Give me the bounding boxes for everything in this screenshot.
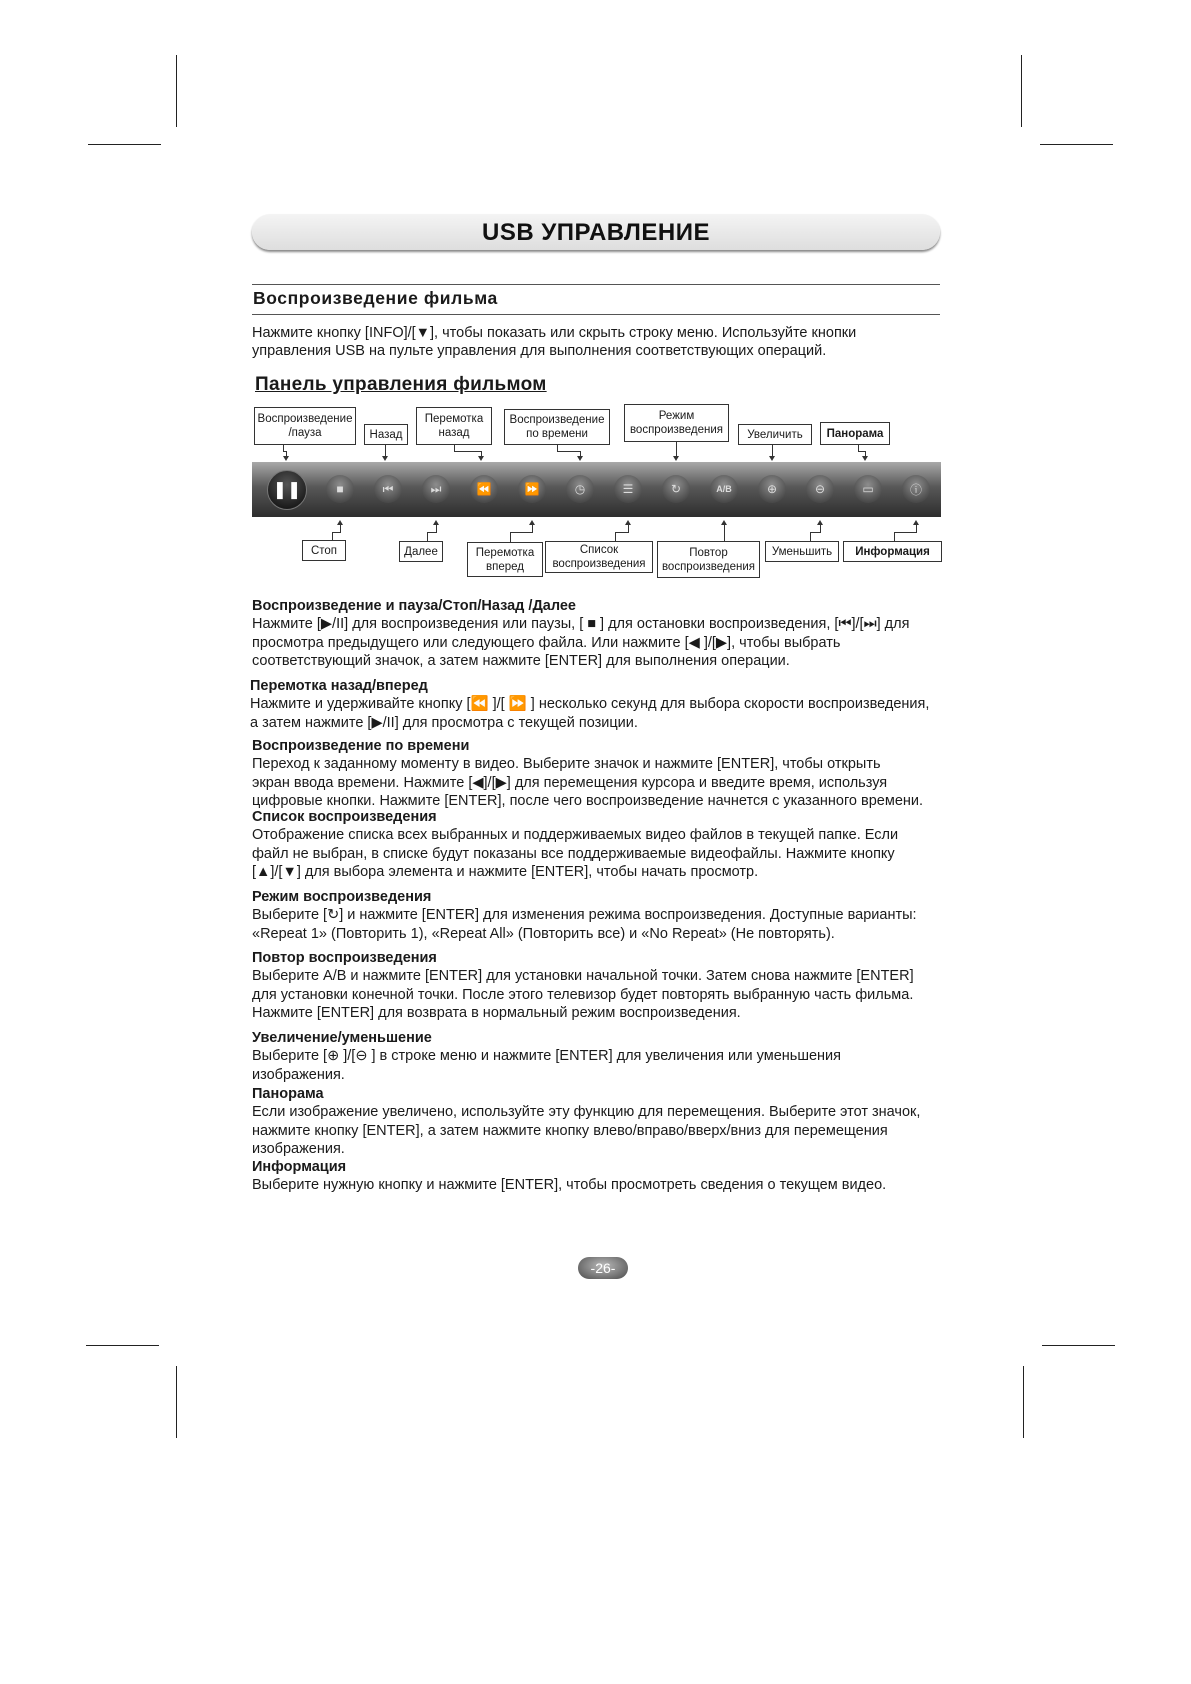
section-line: соответствующий значок, а затем нажмите [ENTER] для выполнения операции.	[252, 652, 790, 669]
section-line: Отображение списка всех выбранных и поддерживаемых видео файлов в текущей папке. Если	[252, 827, 899, 844]
section-heading: Режим воспроизведения	[252, 889, 432, 905]
connector	[628, 524, 629, 532]
pan-icon[interactable]: ▭	[854, 475, 882, 503]
section-heading: Увеличение/уменьшение	[252, 1030, 432, 1046]
section-heading: Воспроизведение по времени	[252, 738, 470, 754]
section-line: Выберите A/B и нажмите [ENTER] для установки начальной точки. Затем снова нажмите [ENTER]	[252, 968, 914, 985]
connector	[332, 532, 333, 540]
crop-mark	[1040, 144, 1113, 145]
arrow	[862, 456, 868, 461]
connector	[510, 532, 511, 542]
panel-title: Панель управления фильмом	[255, 374, 547, 395]
connector	[510, 532, 533, 533]
arrow	[478, 456, 484, 461]
clock-icon[interactable]: ◷	[566, 475, 594, 503]
label-zoom-in: Увеличить	[738, 424, 812, 445]
connector	[894, 532, 917, 533]
arrow	[577, 456, 583, 461]
connector	[557, 451, 580, 452]
connector	[454, 451, 481, 452]
rewind-icon[interactable]: ⏪	[470, 475, 498, 503]
crop-mark	[1023, 1366, 1024, 1438]
label-play-mode: Режим воспроизведения	[624, 404, 729, 442]
section-play-mode	[252, 888, 962, 943]
connector	[858, 451, 865, 452]
section-line: нажмите кнопку [ENTER], а затем нажмите кнопку влево/вправо/вверх/вниз для перемещения	[252, 1122, 888, 1139]
section-line: для установки конечной точки. После этого телевизор будет повторять выбранную часть фильма.	[252, 986, 914, 1003]
page-title: USB УПРАВЛЕНИЕ	[482, 219, 710, 246]
section-info	[252, 1158, 962, 1195]
label-time-play: Воспроизведение по времени	[504, 409, 610, 445]
section-line: Выберите [↻] и нажмите [ENTER] для изменения режима воспроизведения. Доступные варианты:	[252, 907, 917, 924]
section-line: Переход к заданному моменту в видео. Выберите значок и нажмите [ENTER], чтобы открыть	[252, 756, 881, 773]
section-line: Нажмите [ENTER] для возврата в нормальный режим воспроизведения.	[252, 1004, 741, 1021]
connector	[810, 532, 821, 533]
intro-text	[252, 324, 952, 360]
arrow	[673, 456, 679, 461]
section-zoom	[252, 1029, 962, 1084]
page-number: -26-	[578, 1257, 628, 1279]
connector	[916, 524, 917, 532]
list-icon[interactable]: ☰	[614, 475, 642, 503]
label-rewind: Перемотка назад	[416, 407, 492, 445]
section-line: Выберите нужную кнопку и нажмите [ENTER], чтобы просмотреть сведения о текущем видео.	[252, 1177, 887, 1194]
section-rewind-forward	[250, 677, 960, 732]
section-title: Воспроизведение фильма	[253, 288, 498, 308]
section-play-pause	[252, 597, 962, 670]
crop-mark	[176, 55, 177, 127]
label-playlist: Список воспроизведения	[545, 541, 653, 573]
next-icon[interactable]: ⏭	[422, 475, 450, 503]
connector	[820, 524, 821, 532]
arrow	[382, 456, 388, 461]
connector	[810, 532, 811, 541]
previous-icon[interactable]: ⏮	[374, 475, 402, 503]
label-pan: Панорама	[820, 422, 890, 445]
label-zoom-out: Уменьшить	[765, 541, 839, 562]
arrow	[283, 456, 289, 461]
label-play-pause: Воспроизведение /пауза	[254, 407, 356, 445]
crop-mark	[1021, 55, 1022, 127]
connector	[615, 532, 629, 533]
section-line: файл не выбран, в списке будут показаны все поддерживаемые видеофайлы. Нажмите кнопку	[252, 845, 895, 862]
section-heading: Панорама	[252, 1086, 324, 1102]
fast-forward-icon[interactable]: ⏩	[518, 475, 546, 503]
connector	[676, 442, 677, 457]
divider	[252, 284, 940, 285]
label-previous: Назад	[364, 424, 408, 445]
section-heading: Список воспроизведения	[252, 809, 437, 825]
label-fast-forward: Перемотка вперед	[467, 542, 543, 577]
connector	[332, 532, 341, 533]
connector	[436, 524, 437, 532]
section-heading: Воспроизведение и пауза/Стоп/Назад /Далее	[252, 598, 576, 614]
label-stop: Стоп	[302, 540, 346, 561]
label-info: Информация	[843, 541, 942, 562]
section-line: изображения.	[252, 1066, 345, 1083]
section-line: Нажмите и удерживайте кнопку [⏪ ]/[ ⏩ ] несколько секунд для выбора скорости воспроизведения,	[250, 696, 930, 713]
label-next: Далее	[399, 541, 443, 562]
section-line: цифровые кнопки. Нажмите [ENTER], после чего воспроизведение начнется с указанного времени.	[252, 792, 924, 809]
section-time-play	[252, 737, 962, 810]
section-heading: Перемотка назад/вперед	[250, 678, 428, 694]
divider	[252, 314, 940, 315]
zoom-out-icon[interactable]: ⊖	[806, 475, 834, 503]
connector	[427, 532, 428, 541]
section-line: Нажмите [▶/II] для воспроизведения или паузы, [ ■ ] для остановки воспроизведения, [⏮]/[⏭] для	[252, 616, 910, 633]
connector	[532, 524, 533, 532]
info-icon[interactable]: ⓘ	[902, 475, 930, 503]
zoom-in-icon[interactable]: ⊕	[758, 475, 786, 503]
movie-control-bar	[252, 462, 941, 517]
connector	[615, 532, 616, 541]
connector	[427, 532, 437, 533]
section-line: [▲]/[▼] для выбора элемента и нажмите [ENTER], чтобы начать просмотр.	[252, 863, 759, 880]
section-line: а затем нажмите [▶/II] для просмотра с текущей позиции.	[250, 714, 638, 731]
crop-mark	[176, 1366, 177, 1438]
crop-mark	[88, 144, 161, 145]
ab-repeat-icon[interactable]: A/B	[710, 475, 738, 503]
section-line: просмотра предыдущего или следующего файла. Или нажмите [◀ ]/[▶], чтобы выбрать	[252, 634, 841, 651]
crop-mark	[86, 1345, 159, 1346]
connector	[894, 532, 895, 541]
play-pause-icon[interactable]: ❚❚	[267, 470, 307, 510]
section-line: Выберите [⊕ ]/[⊖ ] в строке меню и нажмите [ENTER] для увеличения или уменьшения	[252, 1048, 841, 1065]
arrow	[769, 456, 775, 461]
repeat-icon[interactable]: ↻	[662, 475, 690, 503]
stop-icon[interactable]: ■	[326, 475, 354, 503]
connector	[724, 524, 725, 542]
intro-line: управления USB на пульте управления для выполнения соответствующих операций.	[252, 343, 827, 359]
crop-mark	[1042, 1345, 1115, 1346]
section-pan	[252, 1085, 962, 1158]
label-ab-repeat: Повтор воспроизведения	[657, 541, 760, 578]
section-heading: Информация	[252, 1159, 347, 1175]
intro-line: Нажмите кнопку [INFO]/[▼], чтобы показать или скрыть строку меню. Используйте кнопки	[252, 325, 857, 341]
section-line: Если изображение увеличено, используйте эту функцию для перемещения. Выберите этот значок,	[252, 1104, 921, 1121]
section-line: экран ввода времени. Нажмите [◀]/[▶] для перемещения курсора и введите время, используя	[252, 774, 888, 791]
section-playlist	[252, 808, 962, 881]
section-heading: Повтор воспроизведения	[252, 950, 437, 966]
connector	[340, 524, 341, 532]
section-line: изображения.	[252, 1140, 345, 1157]
page-title-banner	[252, 214, 940, 250]
section-line: «Repeat 1» (Повторить 1), «Repeat All» (Повторить все) и «No Repeat» (Не повторять).	[252, 925, 835, 942]
section-ab-repeat	[252, 949, 962, 1022]
